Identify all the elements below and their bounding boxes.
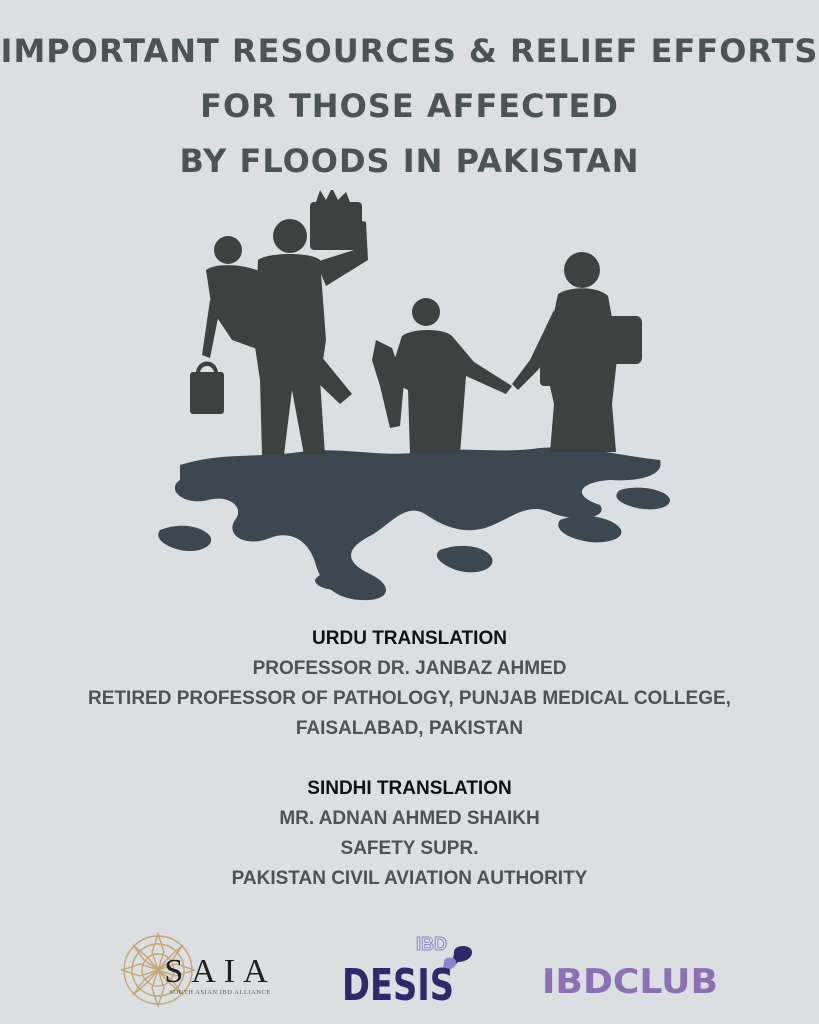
title-line-2: FOR THOSE AFFECTED [200,87,619,125]
sindhi-translation-credit [0,774,819,894]
ibd-desis-prefix: IBD [416,934,447,954]
sindhi-translator-title: SAFETY SUPR. [340,838,479,859]
sindhi-translator-name: MR. ADNAN AHMED SHAIKH [279,808,540,829]
title-line-1: IMPORTANT RESOURCES & RELIEF EFFORTS [0,32,819,70]
saia-logo [120,930,290,1010]
saia-wordmark: SAIA [164,953,276,990]
poster-title [0,24,819,189]
urdu-translator-name: PROFESSOR DR. JANBAZ AHMED [252,658,567,679]
urdu-translation-heading: URDU TRANSLATION [312,628,507,649]
ibdclub-wordmark: IBDCLUB [542,962,718,1002]
urdu-translator-title: RETIRED PROFESSOR OF PATHOLOGY, PUNJAB MEDICAL COLLEGE, [88,688,731,709]
bag-icon [190,362,224,415]
urdu-translation-credit [0,624,819,744]
mother-silhouette-icon [512,252,642,452]
ibd-desis-logo [340,930,490,1010]
ibdclub-logo [538,930,723,1010]
saia-tagline: SOUTH ASIAN IBD ALLIANCE [169,989,271,996]
title-line-3: BY FLOODS IN PAKISTAN [179,142,640,180]
flood-water-icon [158,447,670,600]
child-with-cat-silhouette-icon [372,298,512,454]
ibd-desis-wordmark: DESIS [342,960,454,1010]
flood-family-silhouette-illustration [140,190,680,610]
sindhi-translator-organization: PAKISTAN CIVIL AVIATION AUTHORITY [231,868,588,889]
sindhi-translation-heading: SINDHI TRANSLATION [307,778,512,799]
urdu-translator-location: FAISALABAD, PAKISTAN [295,718,524,739]
